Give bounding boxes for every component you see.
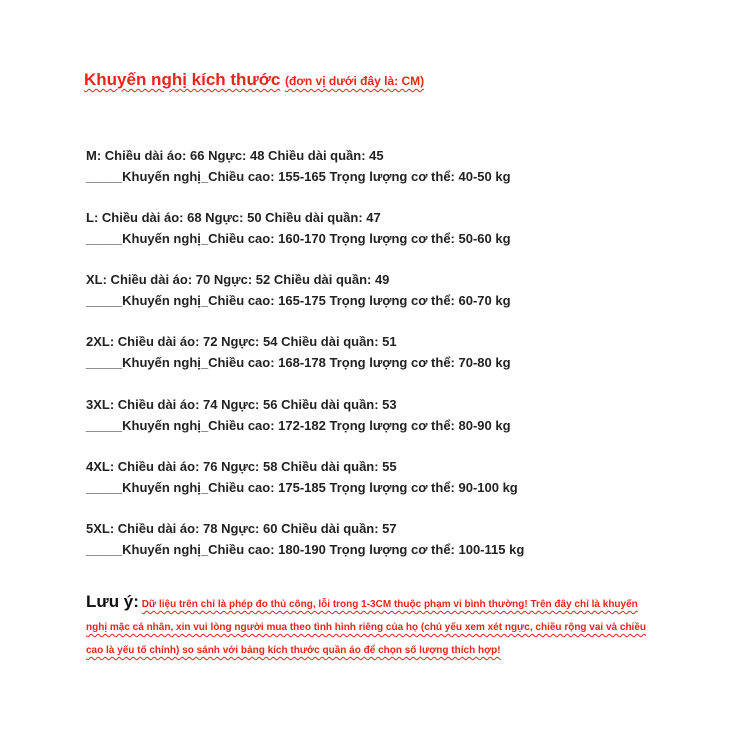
size-measurements: L: Chiều dài áo: 68 Ngực: 50 Chiều dài quần: 47 — [86, 210, 381, 225]
size-measurements: 2XL: Chiều dài áo: 72 Ngực: 54 Chiều dài quần: 51 — [86, 334, 397, 349]
size-recommendation: _____Khuyến nghị_Chiều cao: 175-185 Trọng lượng cơ thể: 90-100 kg — [86, 480, 518, 495]
size-measurements: 5XL: Chiều dài áo: 78 Ngực: 60 Chiều dài quần: 57 — [86, 521, 397, 536]
size-measurements: XL: Chiều dài áo: 70 Ngực: 52 Chiều dài quần: 49 — [86, 272, 390, 287]
size-recommendation: _____Khuyến nghị_Chiều cao: 172-182 Trọng lượng cơ thể: 80-90 kg — [86, 418, 511, 433]
size-recommendation: _____Khuyến nghị_Chiều cao: 165-175 Trọng lượng cơ thể: 60-70 kg — [86, 293, 511, 308]
size-recommendation: _____Khuyến nghị_Chiều cao: 180-190 Trọng lượng cơ thể: 100-115 kg — [86, 542, 525, 557]
title-unit: (đơn vị dưới đây là: CM) — [285, 74, 425, 88]
size-measurements: M: Chiều dài áo: 66 Ngực: 48 Chiều dài quần: 45 — [86, 148, 384, 163]
size-block-l — [86, 207, 511, 249]
size-block-2xl — [86, 331, 511, 373]
note-label: Lưu ý: — [86, 592, 139, 611]
note-paragraph — [86, 590, 646, 662]
size-recommendation: _____Khuyến nghị_Chiều cao: 160-170 Trọng lượng cơ thể: 50-60 kg — [86, 231, 511, 246]
size-measurements: 4XL: Chiều dài áo: 76 Ngực: 58 Chiều dài quần: 55 — [86, 459, 397, 474]
size-block-5xl — [86, 518, 524, 560]
size-block-4xl — [86, 456, 518, 498]
size-measurements: 3XL: Chiều dài áo: 74 Ngực: 56 Chiều dài quần: 53 — [86, 397, 397, 412]
size-block-3xl — [86, 394, 511, 436]
size-block-m — [86, 145, 511, 187]
size-recommendation: _____Khuyến nghị_Chiều cao: 155-165 Trọng lượng cơ thể: 40-50 kg — [86, 169, 511, 184]
size-recommendation: _____Khuyến nghị_Chiều cao: 168-178 Trọng lượng cơ thể: 70-80 kg — [86, 355, 511, 370]
title-main: Khuyến nghị kích thước — [84, 70, 281, 89]
size-block-xl — [86, 269, 511, 311]
note-text: Dữ liệu trên chỉ là phép đo thủ công, lỗi trong 1-3CM thuộc phạm vi bình thường! Trên đây chỉ là khuyến nghị mặc cá nhân, xin vui lòng người mua theo tình hình riêng của họ (chủ yếu xem xét ngực, chiều rộng vai và chiều cao là yếu tố chính) so sánh với bảng kích thước quần áo để chọn số lượng thích hợp! — [86, 599, 647, 656]
page-title — [84, 70, 424, 90]
